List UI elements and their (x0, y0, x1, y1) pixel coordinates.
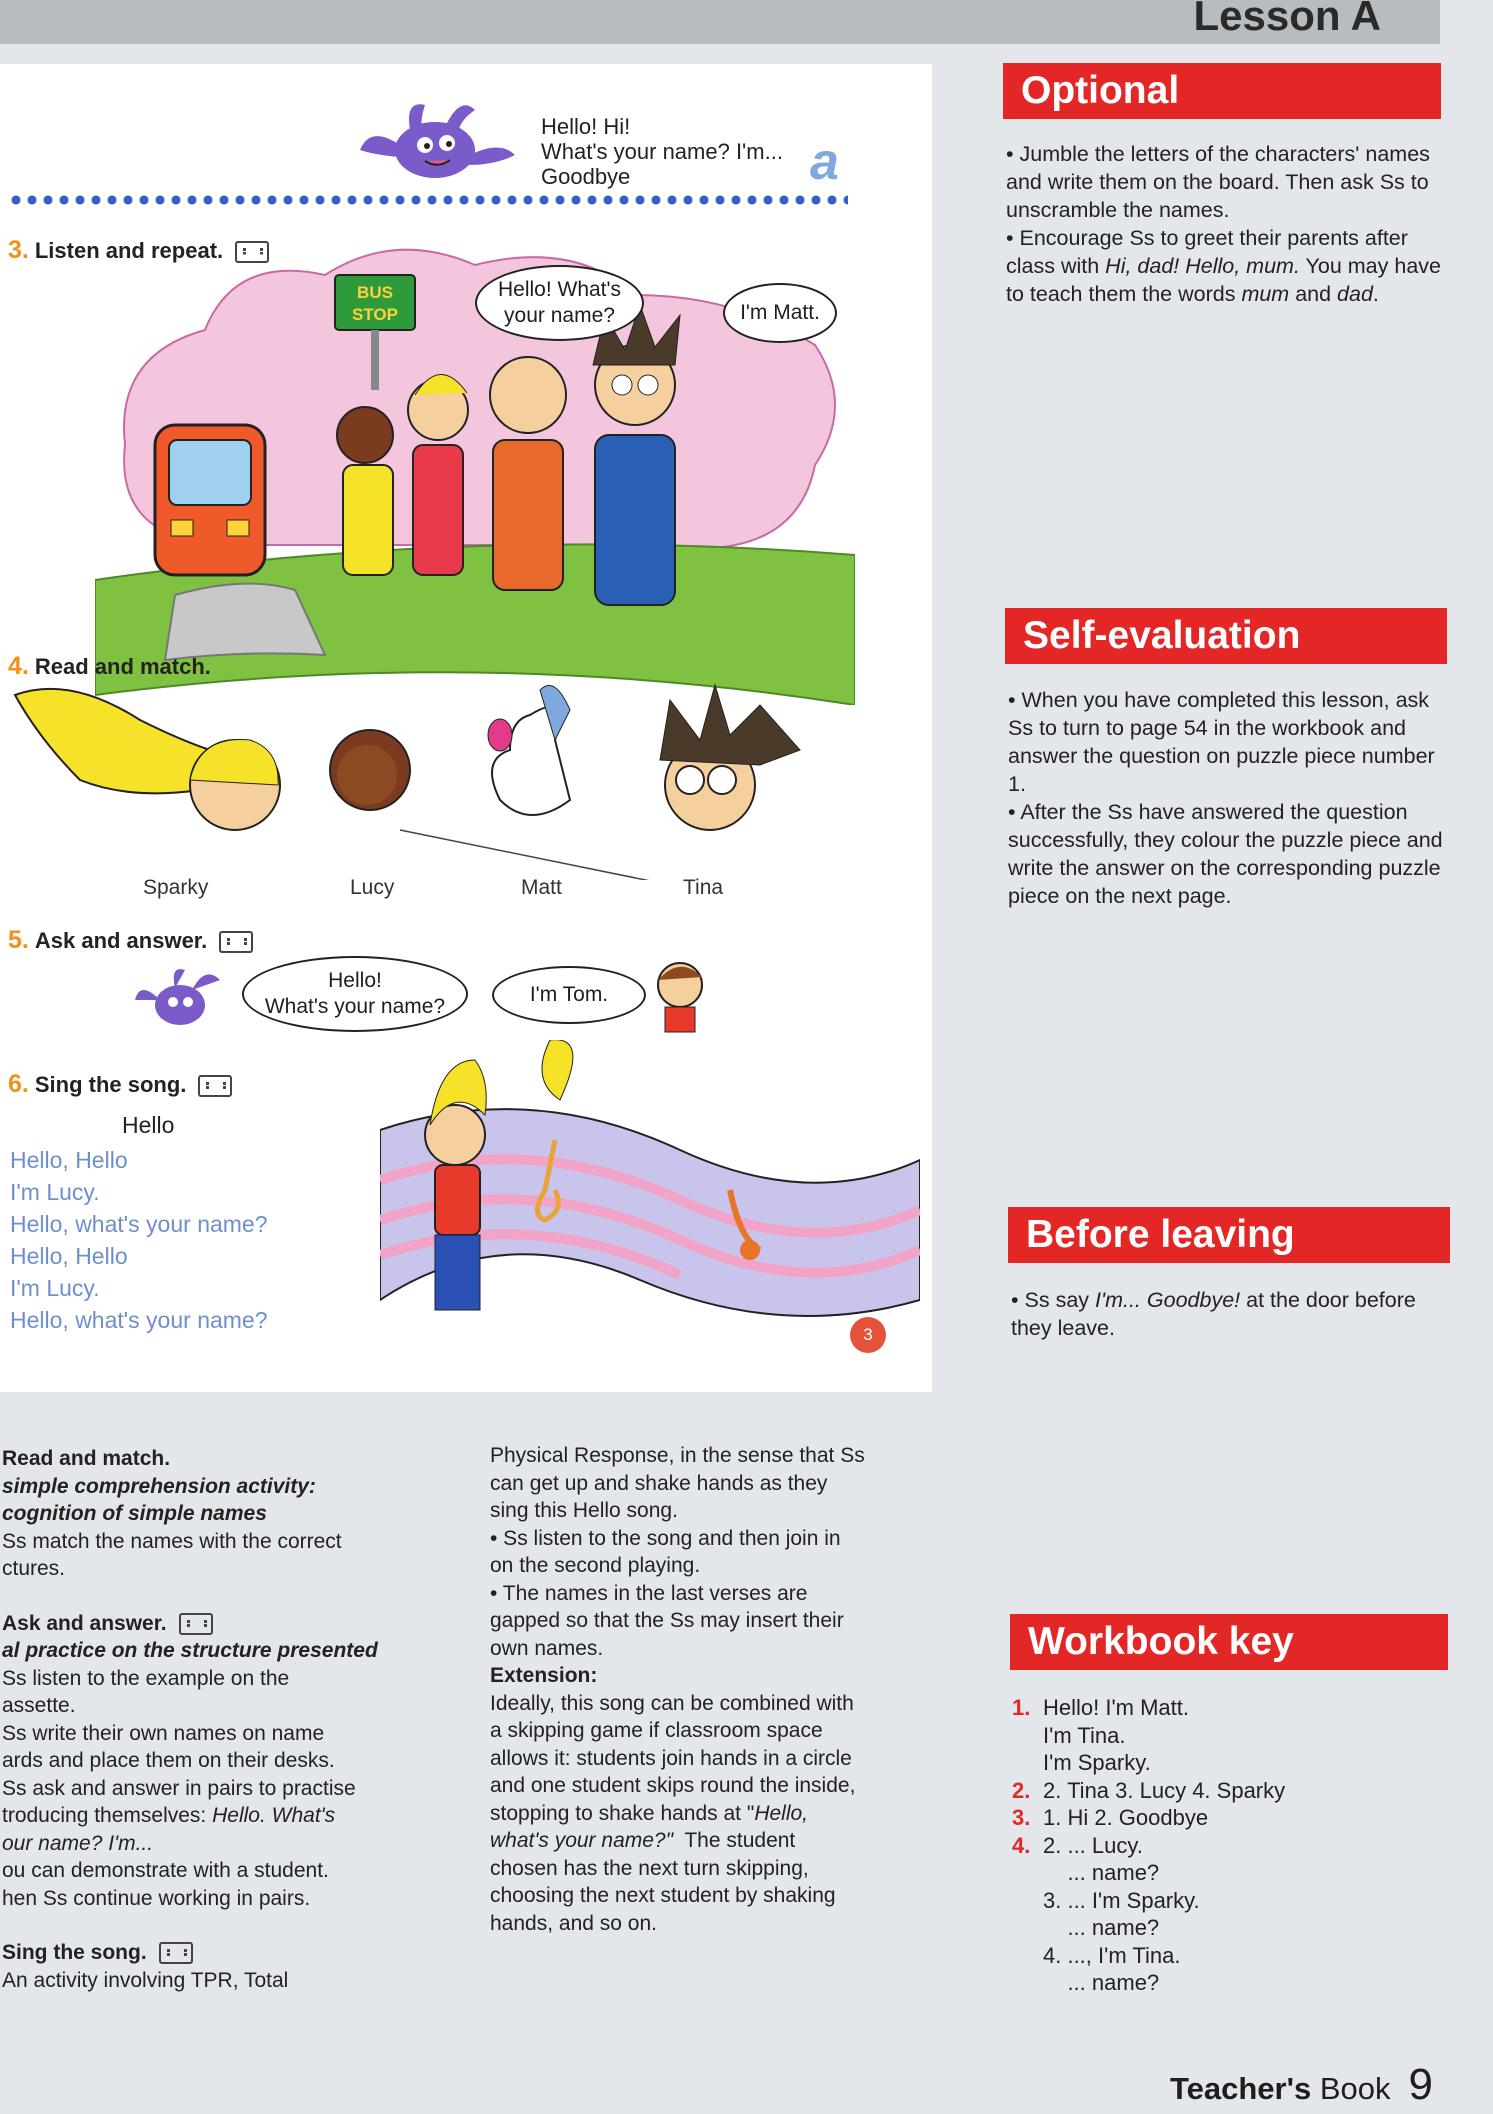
exercise-number: 6. (8, 1070, 29, 1098)
note-line: Ideally, this song can be combined with (490, 1691, 854, 1715)
note-subtitle: al practice on the structure presented (2, 1639, 378, 1662)
workbook-key-line: I'm Sparky. (1043, 1750, 1151, 1775)
lesson-title: Lesson A (1193, 0, 1381, 39)
note-line: ctures. (2, 1557, 66, 1580)
note-line: Ss listen to the example on the (2, 1666, 290, 1690)
song-title: Hello (122, 1112, 175, 1138)
cassette-icon (159, 1942, 193, 1964)
workbook-key-line: ... name? (1043, 1915, 1160, 1940)
speech-bubble: I'm Matt. (723, 283, 837, 343)
note-line: ards and place them on their desks. (2, 1749, 335, 1772)
note-line: own names. (490, 1636, 604, 1660)
speech-bubble: I'm Tom. (492, 966, 646, 1024)
optional-heading: Optional (1003, 63, 1441, 119)
exercise-title: Ask and answer. (34, 928, 208, 953)
optional-paragraph: • Jumble the letters of the characters' names and write them on the board. Then ask Ss to unscramble the names. (1006, 142, 1430, 222)
workbook-key-line: I'm Tina. (1043, 1722, 1126, 1748)
exercise-4-heading (8, 652, 211, 681)
self-evaluation-heading: Self-evaluation (1005, 608, 1447, 664)
note-line: a skipping game if classroom space (490, 1719, 823, 1742)
character-name: Matt (521, 876, 562, 899)
cassette-icon (179, 1613, 213, 1635)
intro-phrase: What's your name? I'm... (541, 139, 783, 164)
optional-paragraph: • Encourage Ss to greet their parents after class with Hi, dad! Hello, mum. You may have to teach them the words mum and dad. (1006, 226, 1441, 306)
song-line: I'm Lucy. (10, 1275, 100, 1301)
self-evaluation-text (1008, 686, 1456, 910)
exercise-5-heading (8, 926, 253, 955)
note-line: Ss match the names with the correct (2, 1529, 342, 1553)
note-line: • Ss listen to the song and then join in (490, 1526, 841, 1550)
intro-phrase: Goodbye (541, 164, 631, 189)
character-name: Tina (683, 876, 724, 899)
notes-middle-column (490, 1442, 970, 1937)
workbook-key-line: ... name? (1043, 1860, 1160, 1885)
note-line: what's your name?" The student (490, 1829, 796, 1852)
note-line: choosing the next student by shaking (490, 1884, 836, 1907)
note-line: allows it: students join hands in a circle (490, 1746, 852, 1770)
note-line: assette. (2, 1694, 76, 1717)
note-line: • The names in the last verses are (490, 1581, 808, 1605)
before-leaving-paragraph: • Ss say I'm... Goodbye! at the door before they leave. (1011, 1288, 1416, 1340)
footer-book-bold: Teacher's (1170, 2071, 1312, 2106)
workbook-key-line: 1. Hello! I'm Matt. (1012, 1695, 1190, 1720)
workbook-key-line: ... name? (1043, 1970, 1160, 1995)
note-subtitle: simple comprehension activity: (2, 1474, 316, 1498)
note-line: ou can demonstrate with a student. (2, 1859, 329, 1882)
exercise-title: Sing the song. (34, 1072, 187, 1097)
workbook-key-heading: Workbook key (1010, 1614, 1448, 1670)
exercise-number: 5. (8, 926, 29, 954)
speech-bubble: Hello! What's your name? (475, 265, 644, 341)
alien-character-illustration (350, 95, 520, 190)
exercise-number: 4. (8, 652, 29, 680)
note-line: gapped so that the Ss may insert their (490, 1609, 844, 1632)
self-evaluation-paragraph: • When you have completed this lesson, ask Ss to turn to page 54 in the workbook and answer the question on puzzle piece number 1. (1008, 688, 1435, 796)
workbook-key-line: 4. 2. ... Lucy. (1012, 1832, 1143, 1858)
bus-stop-sign-line1: BUS (357, 283, 393, 302)
bubble-line: What's your name? (264, 995, 446, 1018)
note-subtitle: cognition of simple names (2, 1502, 267, 1525)
note-line: Physical Response, in the sense that Ss (490, 1444, 865, 1467)
note-line: hen Ss continue working in pairs. (2, 1886, 311, 1910)
note-line: Ss write their own names on name (2, 1721, 325, 1745)
note-title: Ask and answer. (2, 1610, 472, 1638)
song-line: I'm Lucy. (10, 1179, 100, 1205)
before-leaving-text (1011, 1286, 1451, 1342)
self-evaluation-paragraph: • After the Ss have answered the question successfully, they colour the puzzle piece and write the answer on the corresponding puzzle piece on the next page. (1008, 800, 1443, 908)
boy-tom-illustration (650, 955, 710, 1035)
note-title: Read and match. (2, 1447, 171, 1470)
character-name: Sparky (143, 876, 209, 899)
note-line: and one student skips round the inside, (490, 1774, 856, 1797)
bus-stop-sign-line2: STOP (352, 305, 398, 324)
song-line: Hello, Hello (10, 1243, 128, 1269)
workbook-key-line: 4. ..., I'm Tina. (1043, 1942, 1181, 1968)
workbook-key-line: 3. ... I'm Sparky. (1043, 1887, 1200, 1913)
extension-title: Extension: (490, 1664, 598, 1687)
note-line: troducing themselves: Hello. What's (2, 1804, 336, 1827)
note-line: An activity involving TPR, Total (2, 1968, 289, 1992)
note-line: on the second playing. (490, 1554, 701, 1577)
note-line: stopping to shake hands at "Hello, (490, 1801, 809, 1825)
note-title: Sing the song. (2, 1939, 472, 1967)
optional-text (1006, 140, 1446, 308)
workbook-key-list (1012, 1694, 1442, 1997)
workbook-key-line: 2. 2. Tina 3. Lucy 4. Sparky (1012, 1777, 1286, 1803)
alien-small-illustration (130, 960, 230, 1040)
exercise-title: Listen and repeat. (34, 238, 224, 263)
cassette-icon (219, 931, 253, 953)
note-line: can get up and shake hands as they (490, 1471, 828, 1495)
song-line: Hello, what's your name? (10, 1211, 268, 1237)
note-line: chosen has the next turn skipping, (490, 1856, 809, 1880)
workbook-key-line: 3. 1. Hi 2. Goodbye (1012, 1805, 1209, 1830)
before-leaving-heading: Before leaving (1008, 1207, 1450, 1263)
dotted-divider (8, 195, 848, 205)
footer (1170, 2060, 1433, 2110)
note-line: hands, and so on. (490, 1911, 657, 1935)
speech-bubble (242, 956, 468, 1032)
footer-book: Book (1311, 2071, 1391, 2106)
intro-phrase: Hello! Hi! (541, 114, 631, 139)
character-name: Lucy (350, 876, 395, 899)
note-line: sing this Hello song. (490, 1499, 678, 1522)
note-line: Ss ask and answer in pairs to practise (2, 1776, 356, 1800)
notes-left-column (2, 1445, 472, 1994)
song-lyrics (10, 1144, 268, 1336)
footer-page-number: 9 (1408, 2060, 1433, 2109)
intro-phrases (541, 114, 783, 189)
cassette-icon (198, 1075, 232, 1097)
song-line: Hello, Hello (10, 1147, 128, 1173)
page-number-badge: 3 (850, 1317, 886, 1353)
section-letter: a (810, 133, 839, 191)
song-line: Hello, what's your name? (10, 1307, 268, 1333)
bubble-line: Hello! (328, 969, 382, 992)
character-heads-illustration (10, 680, 820, 880)
note-line: our name? I'm... (2, 1831, 154, 1855)
exercise-number: 3. (8, 236, 29, 264)
exercise-6-heading (8, 1070, 232, 1099)
singing-girl-illustration (380, 1040, 920, 1350)
exercise-title: Read and match. (34, 654, 211, 679)
